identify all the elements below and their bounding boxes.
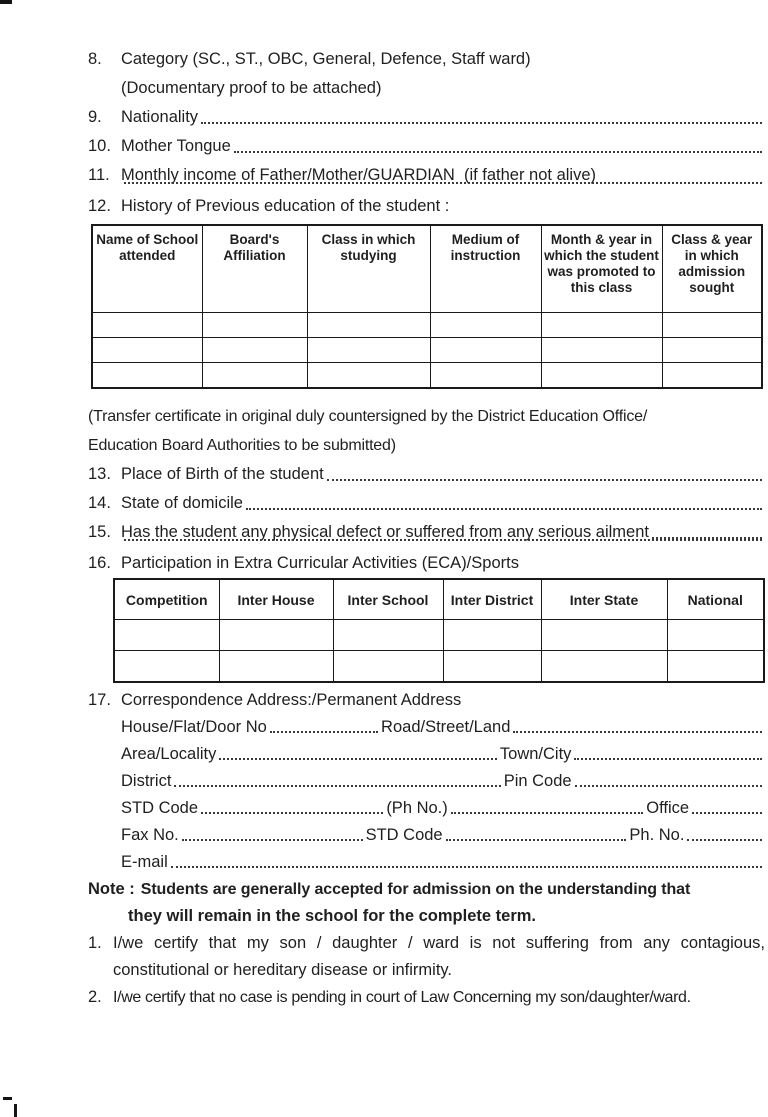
empty-cell — [333, 620, 443, 651]
empty-cell — [662, 363, 762, 389]
item-14 — [88, 489, 765, 518]
address-line-district-pin — [121, 768, 765, 795]
road-street-land-fill-line — [513, 731, 762, 733]
empty-cell — [667, 651, 764, 683]
address-line-fax-std-ph — [121, 822, 765, 849]
office-fill-line — [692, 812, 762, 814]
house-flat-door-fill-line — [270, 731, 378, 733]
item-15 — [88, 518, 765, 547]
item-10-number: 10. — [88, 137, 111, 155]
empty-cell — [541, 338, 662, 363]
transfer-note-line2: Education Board Authorities to be submitted) — [88, 437, 396, 454]
item-13-number: 13. — [88, 465, 111, 483]
header-medium-instruction: Medium of instruction — [430, 225, 541, 313]
item-8-subnote-label: (Documentary proof to be attached) — [121, 79, 382, 97]
item-11 — [88, 161, 765, 190]
education-table-row — [92, 338, 762, 363]
area-locality-fill-line — [219, 758, 497, 760]
item-14-label: State of domicile — [121, 494, 243, 512]
address-line-area-town — [121, 741, 765, 768]
certification-2-number: 2. — [88, 988, 102, 1006]
item-13 — [88, 460, 765, 489]
eca-table-header-row — [114, 579, 764, 620]
header-inter-district: Inter District — [443, 579, 541, 620]
place-of-birth-fill-line — [327, 479, 762, 481]
eca-table-row — [114, 620, 764, 651]
eca-table-row — [114, 651, 764, 683]
certification-2 — [88, 984, 765, 1011]
print-mark-bottom-dash — [3, 1097, 12, 1100]
header-class-year-admission: Class & year in which admission sought — [662, 225, 762, 313]
item-9-number: 9. — [88, 108, 102, 126]
empty-cell — [662, 313, 762, 338]
empty-cell — [443, 620, 541, 651]
item-15-label: Has the student any physical defect or suffered from any serious ailment — [121, 523, 649, 541]
education-table-row — [92, 363, 762, 389]
empty-cell — [92, 338, 202, 363]
item-8-label: Category (SC., ST., OBC, General, Defence, Staff ward) — [121, 50, 531, 68]
item-16-label: Participation in Extra Curricular Activities (ECA)/Sports — [121, 554, 519, 572]
certification-1 — [88, 930, 765, 957]
physical-defect-fill-line-2 — [124, 539, 762, 541]
road-street-land-label: Road/Street/Land — [381, 718, 511, 736]
address-section — [88, 687, 765, 876]
empty-cell — [202, 313, 307, 338]
nationality-fill-line — [201, 122, 762, 124]
empty-cell — [541, 620, 667, 651]
ph-no-2-fill-line — [687, 839, 762, 841]
certification-section — [88, 930, 765, 1011]
item-12-number: 12. — [88, 197, 111, 215]
std-code-label: STD Code — [121, 799, 199, 817]
office-label: Office — [646, 799, 690, 817]
empty-cell — [443, 651, 541, 683]
empty-cell — [92, 363, 202, 389]
certification-1-number: 1. — [88, 934, 102, 952]
email-fill-line — [171, 866, 762, 868]
note-section — [88, 876, 765, 930]
empty-cell — [114, 620, 219, 651]
house-flat-door-label: House/Flat/Door No — [121, 718, 267, 736]
certification-1-spacer — [88, 957, 113, 984]
address-line-house-road — [121, 714, 765, 741]
form-content — [88, 45, 765, 1011]
item-11-number: 11. — [88, 166, 110, 184]
empty-cell — [541, 651, 667, 683]
header-competition: Competition — [114, 579, 219, 620]
ph-no-2-label: Ph. No. — [629, 826, 685, 844]
item-9-label: Nationality — [121, 108, 199, 126]
certification-2-line1: I/we certify that no case is pending in court of Law Concerning my son/daughter/ward. — [113, 989, 691, 1006]
pin-code-label: Pin Code — [503, 772, 572, 790]
header-inter-state: Inter State — [541, 579, 667, 620]
area-locality-label: Area/Locality — [121, 745, 217, 763]
eca-sports-table — [113, 578, 765, 683]
district-label: District — [121, 772, 172, 790]
ph-no-label: (Ph No.) — [386, 799, 448, 817]
transfer-certificate-note — [88, 402, 765, 460]
item-13-label: Place of Birth of the student — [121, 465, 324, 483]
transfer-note-line1-row — [88, 402, 765, 431]
item-8-subnote — [121, 74, 765, 103]
empty-cell — [667, 620, 764, 651]
header-month-year-promoted: Month & year in which the student was promoted to this class — [541, 225, 662, 313]
header-inter-house: Inter House — [219, 579, 333, 620]
email-label: E-mail — [121, 853, 168, 871]
pin-code-fill-line — [575, 785, 762, 787]
std-code-2-fill-line — [446, 839, 627, 841]
empty-cell — [541, 363, 662, 389]
transfer-note-line2-row — [88, 431, 765, 460]
item-12-label: History of Previous education of the student : — [121, 197, 450, 215]
certification-1-line2: constitutional or hereditary disease or infirmity. — [113, 961, 453, 979]
item-14-number: 14. — [88, 494, 111, 512]
certification-1-line2-row — [88, 957, 765, 984]
item-17-label: Correspondence Address:/Permanent Address — [121, 691, 462, 709]
education-table-header-row — [92, 225, 762, 313]
empty-cell — [307, 363, 430, 389]
state-of-domicile-fill-line — [246, 508, 762, 510]
item-17-number: 17. — [88, 691, 111, 709]
item-9 — [88, 103, 765, 132]
transfer-note-line1: (Transfer certificate in original duly countersigned by the District Education Office/ — [88, 408, 648, 425]
certification-1-line1: I/we certify that my son / daughter / ward is not suffering from any contagious, — [113, 934, 765, 952]
town-city-fill-line — [574, 758, 762, 760]
empty-cell — [307, 338, 430, 363]
note-prefix: Note : — [88, 880, 135, 898]
town-city-label: Town/City — [499, 745, 572, 763]
header-board-affiliation: Board's Affiliation — [202, 225, 307, 313]
empty-cell — [307, 313, 430, 338]
item-11-label: Monthly income of Father/Mother/GUARDIAN (if father not alive) — [121, 166, 597, 184]
fax-no-label: Fax No. — [121, 826, 179, 844]
note-line1: Students are generally accepted for admission on the understanding that — [140, 881, 691, 898]
header-inter-school: Inter School — [333, 579, 443, 620]
empty-cell — [430, 313, 541, 338]
empty-cell — [202, 363, 307, 389]
empty-cell — [114, 651, 219, 683]
address-line-std-ph-office — [121, 795, 765, 822]
empty-cell — [202, 338, 307, 363]
note-line1-row — [88, 876, 765, 903]
item-10-label: Mother Tongue — [121, 137, 231, 155]
item-10 — [88, 132, 765, 161]
item-16 — [88, 549, 765, 578]
note-line2: they will remain in the school for the complete term. — [128, 907, 536, 925]
item-16-number: 16. — [88, 554, 111, 572]
empty-cell — [219, 620, 333, 651]
item-12 — [88, 192, 765, 221]
std-code-fill-line — [201, 812, 383, 814]
mother-tongue-fill-line — [234, 151, 762, 153]
education-table-row — [92, 313, 762, 338]
fax-no-fill-line — [182, 839, 363, 841]
note-line2-row — [128, 903, 765, 930]
item-15-number: 15. — [88, 523, 111, 541]
empty-cell — [333, 651, 443, 683]
empty-cell — [430, 338, 541, 363]
item-8-number: 8. — [88, 50, 102, 68]
header-national: National — [667, 579, 764, 620]
item-17 — [88, 687, 765, 714]
monthly-income-fill-line — [124, 182, 762, 184]
header-class-studying: Class in which studying — [307, 225, 430, 313]
empty-cell — [541, 313, 662, 338]
print-mark-top-left — [0, 0, 12, 4]
print-mark-bottom-tick — [14, 1104, 17, 1117]
empty-cell — [92, 313, 202, 338]
empty-cell — [430, 363, 541, 389]
empty-cell — [219, 651, 333, 683]
header-school-name: Name of School attended — [92, 225, 202, 313]
education-history-table — [91, 224, 763, 389]
std-code-2-label: STD Code — [365, 826, 443, 844]
empty-cell — [662, 338, 762, 363]
district-fill-line — [174, 785, 500, 787]
item-8 — [88, 45, 765, 74]
address-line-email — [121, 849, 765, 876]
ph-no-fill-line — [451, 812, 644, 814]
